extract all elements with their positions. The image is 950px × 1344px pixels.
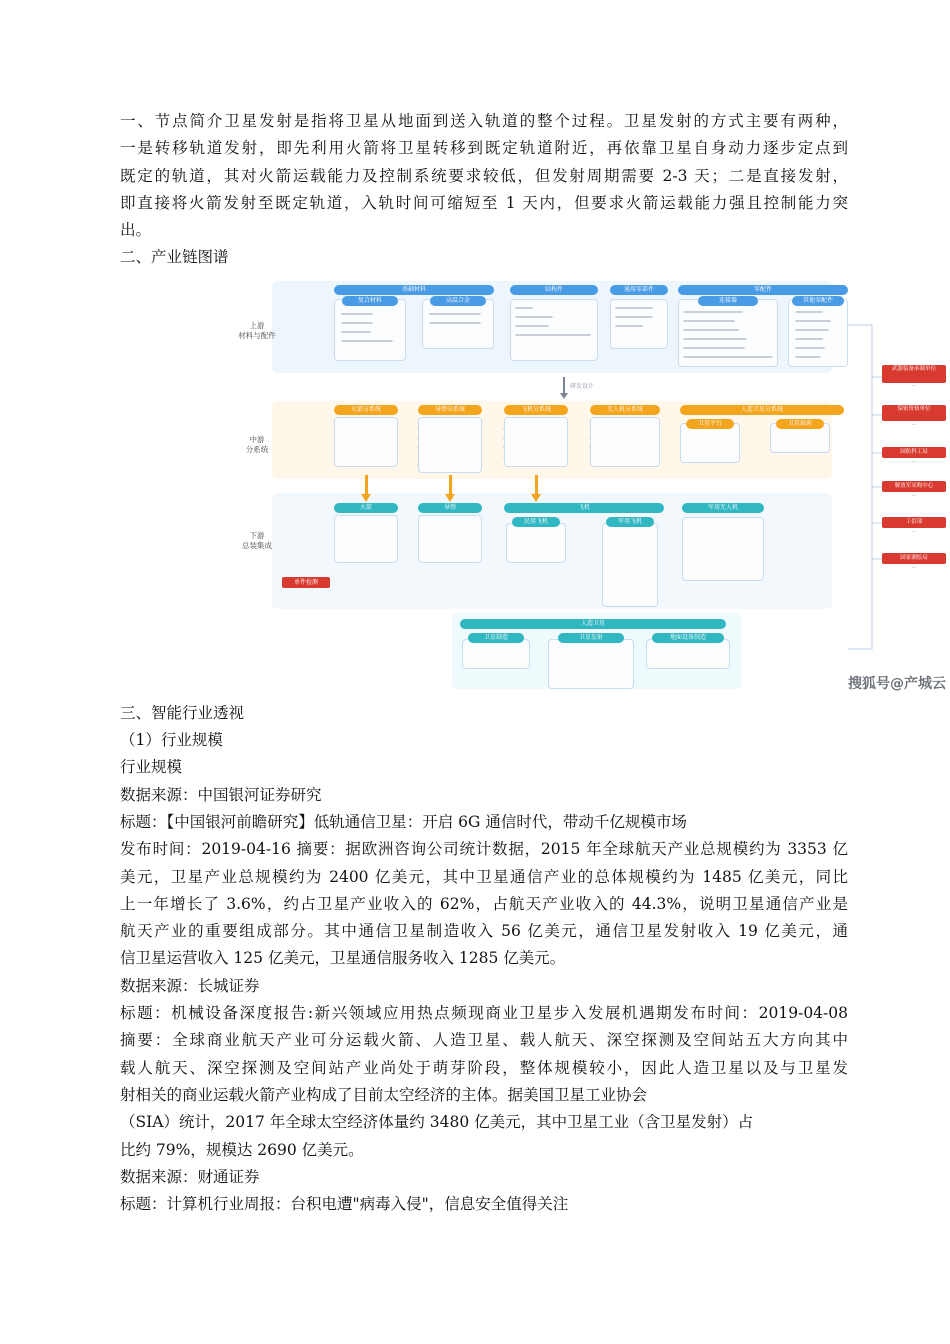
summary-2-line-2: 载人航天、深空探测及空间站产业尚处于萌芽阶段，整体规模较小，因此人造卫星以及与卫星发: [120, 1058, 848, 1077]
tag-weapon-contractor: 武器装备承制单位: [882, 365, 946, 383]
intro-line-3: 既定的轨道，其对火箭运载能力及控制系统要求较低，但发射周期需要 2-3 天；二是直接发射，: [120, 166, 848, 185]
subheading-scale: 行业规模: [120, 758, 183, 777]
tag-surveying-bureau: 国家测绘局: [882, 553, 946, 564]
bar-components: 零配件: [678, 285, 848, 295]
arrow-rocket: [365, 475, 368, 495]
intro-line-5: 出。: [120, 221, 152, 240]
bar-missile-subsystem: 导弹分系统: [418, 405, 482, 415]
intro-paragraph: [120, 108, 848, 244]
sub-sat-platform: 卫星平台: [686, 419, 734, 429]
note-rnd: 研发设计: [570, 382, 595, 390]
red-single-test: 单件检测: [282, 577, 330, 588]
summary-2-line-1: 摘要：全球商业航天产业可分运载火箭、人造卫星、载人航天、深空探测及空间站五大方向其中: [120, 1031, 848, 1050]
tag-sastind-sub: ···: [911, 458, 917, 465]
tag-miit-sub: ···: [911, 528, 917, 535]
box-sat-launch: [548, 639, 634, 689]
summary-2-line-4: （SIA）统计，2017 年全球太空经济体量约 3480 亿美元，其中卫星工业（含卫星发射）占: [120, 1113, 754, 1132]
summary-2: [120, 1027, 848, 1163]
document-page: [120, 108, 946, 1218]
box-rocket-sub: [334, 417, 398, 467]
summary-1-line-5: 信卫星运营收入 125 亿美元，卫星通信服务收入 1285 亿美元。: [120, 949, 566, 968]
stage-midstream: 中游 分系统: [245, 434, 269, 454]
sub-composite: 复合材料: [342, 296, 398, 306]
arrow-missile: [449, 475, 452, 495]
title-3: 标题：计算机行业周报：台积电遭"病毒入侵"，信息安全值得关注: [120, 1195, 569, 1214]
summary-2-line-5: 比约 79%，规模达 2690 亿美元。: [120, 1140, 364, 1159]
arrow-aircraft: [535, 475, 538, 495]
tag-security-qualification-sub: ···: [911, 421, 917, 428]
summary-1-line-3: 上一年增长了 3.6%，约占卫星产业收入的 62%，占航天产业收入的 44.3%，说明卫星通信产业是: [120, 894, 848, 913]
watermark: 搜狐号@产城云: [848, 675, 946, 692]
tag-pla-procurement-sub: ···: [911, 492, 917, 499]
industry-chain-diagram: [238, 277, 948, 697]
box-military-uav: [682, 517, 764, 581]
stage-downstream: 下游 总装集成: [242, 530, 272, 550]
heading-industry-insight: 三、智能行业透视: [120, 703, 245, 722]
bar-basic-materials: 基础材料: [334, 285, 494, 295]
tag-miit: 工信部: [882, 517, 946, 528]
source-1: 数据来源：中国银河证券研究: [120, 785, 322, 804]
bar-structural-parts: 结构件: [510, 285, 598, 295]
source-3: 数据来源：财通证券: [120, 1167, 260, 1186]
summary-2-line-3: 射相关的商业运载火箭产业构成了目前太空经济的主体。据美国卫星工业协会: [120, 1085, 648, 1104]
bar-military-uav: 军用无人机: [682, 503, 764, 513]
title-2: 标题：机械设备深度报告:新兴领域应用热点频现商业卫星步入发展机遇期发布时间：2019-04-08: [120, 1004, 848, 1023]
intro-line-1: 一、节点简介卫星发射是指将卫星从地面到送入轨道的整个过程。卫星发射的方式主要有两种，: [120, 112, 848, 130]
bar-uav-subsystem: 无人机分系统: [590, 405, 660, 415]
summary-1-line-2: 美元，卫星产业总规模约为 2400 亿美元，其中卫星通信产业的总体规模约为 1485 亿美元，同比: [120, 867, 848, 886]
bar-aircraft-subsystem: 飞机分系统: [504, 405, 568, 415]
box-rocket: [334, 515, 398, 563]
bar-aircraft: 飞机: [504, 503, 664, 513]
box-missile: [418, 515, 482, 563]
bar-missile: 导弹: [418, 503, 482, 513]
intro-line-4: 即直接将火箭发射至既定轨道，入轨时间可缩短至 1 天内，但要求火箭运载能力强且控制能力突: [120, 193, 848, 212]
source-2: 数据来源：长城证券: [120, 976, 260, 995]
tag-sastind: 国防科工局: [882, 447, 946, 458]
bar-general-parts: 通用零部件: [610, 285, 668, 295]
box-missile-sub: [418, 417, 482, 473]
box-sat-manufacturing: [462, 639, 530, 669]
heading-industry-chain: 二、产业链图谱: [120, 248, 229, 267]
title-1: 标题：【中国银河前瞻研究】低轨通信卫星：开启 6G 通信时代，带动千亿规模市场: [120, 812, 687, 831]
bar-rocket: 火箭: [334, 503, 398, 513]
tag-security-qualification: 保密资格单位: [882, 405, 946, 421]
sub-sat-manufacturing: 卫星制造: [468, 633, 524, 643]
summary-1: [120, 836, 848, 972]
sub-superalloy: 高温合金: [430, 296, 486, 306]
sub-other-components: 其他零配件: [792, 296, 844, 306]
tag-surveying-bureau-sub: ···: [911, 564, 917, 571]
sub-ground-equipment: 地面设备制造: [652, 633, 724, 643]
box-sat-platform: [680, 423, 740, 463]
bar-satellite: 人造卫星: [460, 619, 726, 629]
bar-rocket-subsystem: 火箭分系统: [334, 405, 398, 415]
box-uav-sub: [590, 417, 660, 467]
sub-sat-payload: 卫星载荷: [776, 419, 824, 429]
sub-military-aircraft: 军用飞机: [606, 517, 654, 527]
box-aircraft-sub: [504, 417, 568, 467]
summary-1-line-4: 航天产业的重要组成部分。其中通信卫星制造收入 56 亿美元，通信卫星发射收入 19 亿美元，通: [120, 922, 848, 941]
intro-line-2: 一是转移轨道发射，即先利用火箭将卫星转移到既定轨道附近，再依靠卫星自身动力逐步定点到: [120, 139, 848, 158]
stage-upstream: 上游 材料与配件: [238, 320, 276, 340]
box-civil-aircraft: [506, 523, 566, 563]
tag-pla-procurement: 解放军采购中心: [882, 481, 946, 492]
box-military-aircraft: [602, 523, 658, 607]
box-ground-equipment: [646, 639, 730, 669]
sub-sat-launch: 卫星发射: [558, 633, 624, 643]
sub-civil-aircraft: 民用飞机: [512, 517, 560, 527]
bar-satellite-subsystem: 人造卫星分系统: [680, 405, 844, 415]
sub-connectors: 连接器: [698, 296, 758, 306]
subheading-scale-numbered: （1）行业规模: [120, 731, 223, 750]
tag-weapon-contractor-sub: ···: [911, 382, 917, 389]
summary-1-line-1: 发布时间：2019-04-16 摘要：据欧洲咨询公司统计数据，2015 年全球航天产业总规模约为 3353 亿: [120, 840, 848, 859]
